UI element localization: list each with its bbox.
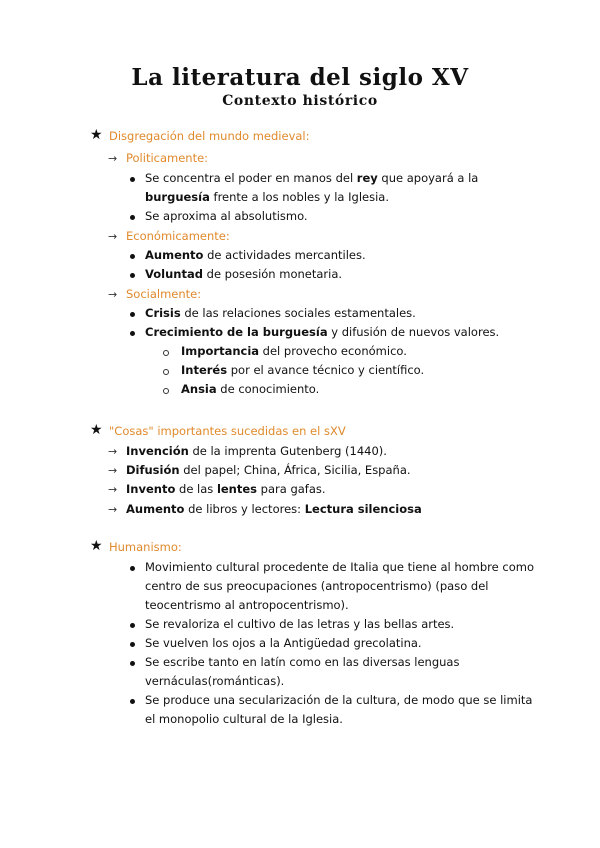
page-subtitle: Contexto histórico	[222, 93, 378, 109]
list-item	[126, 484, 326, 496]
text: para gafas.	[257, 482, 326, 496]
text-bold: Voluntad	[145, 267, 203, 281]
list-item	[145, 269, 342, 281]
list-item	[126, 446, 387, 458]
list-item-continuation	[145, 192, 389, 204]
arrow-icon: →	[108, 152, 118, 165]
circle-bullet-icon	[163, 369, 169, 375]
text-bold: Difusión	[126, 463, 180, 477]
list-item-continuation: el monopolio cultural de la Iglesia.	[145, 712, 343, 726]
bullet-icon	[130, 312, 135, 317]
text: de conocimiento.	[216, 382, 320, 396]
subheading-socialmente: Socialmente:	[126, 287, 202, 301]
text-bold: Crisis	[145, 306, 181, 320]
arrow-icon: →	[108, 503, 118, 516]
bullet-icon	[130, 699, 135, 704]
bullet-icon	[130, 661, 135, 666]
bullet-icon	[130, 177, 135, 182]
bullet-icon	[130, 331, 135, 336]
list-item	[145, 250, 366, 262]
section-heading-disgregacion: Disgregación del mundo medieval:	[109, 129, 310, 143]
section-heading-cosas: "Cosas" importantes sucedidas en el sXV	[109, 424, 346, 438]
sublist-item	[181, 365, 424, 377]
text: del papel; China, África, Sicilia, España.	[179, 463, 411, 477]
arrow-icon: →	[108, 288, 118, 301]
circle-bullet-icon	[163, 350, 169, 356]
text: Se concentra el poder en manos del	[145, 171, 357, 185]
sublist-item	[181, 346, 407, 358]
text-bold: Lectura silenciosa	[304, 502, 422, 516]
list-item: Se produce una secularización de la cultura, de modo que se limita	[145, 693, 533, 707]
list-item: Movimiento cultural procedente de Italia que tiene al hombre como	[145, 560, 534, 574]
text: del provecho económico.	[259, 344, 407, 358]
bullet-icon	[130, 273, 135, 278]
text: por el avance técnico y científico.	[227, 363, 425, 377]
text: frente a los nobles y la Iglesia.	[209, 190, 389, 204]
text: de la imprenta Gutenberg (1440).	[188, 444, 387, 458]
list-item	[126, 465, 411, 477]
text: de las	[175, 482, 217, 496]
text: que apoyará a la	[377, 171, 479, 185]
list-item-continuation: centro de sus preocupaciones (antropocentrismo) (paso del	[145, 579, 489, 593]
text-bold: Interés	[181, 363, 228, 377]
section-heading-humanismo: Humanismo:	[109, 540, 182, 554]
text-bold: rey	[356, 171, 378, 185]
text-bold: Invento	[126, 482, 176, 496]
arrow-icon: →	[108, 483, 118, 496]
circle-bullet-icon	[163, 388, 169, 394]
text-bold: Aumento	[145, 248, 204, 262]
list-item: Se revaloriza el cultivo de las letras y las bellas artes.	[145, 617, 455, 631]
list-item	[145, 308, 416, 320]
text-bold: Importancia	[181, 344, 260, 358]
bullet-icon	[130, 642, 135, 647]
arrow-icon: →	[108, 445, 118, 458]
text: de libros y lectores:	[184, 502, 305, 516]
star-icon: ★	[90, 422, 103, 438]
list-item	[145, 327, 499, 339]
text: de las relaciones sociales estamentales.	[180, 306, 416, 320]
text-bold: Crecimiento de la burguesía	[145, 325, 328, 339]
subheading-politicamente: Politicamente:	[126, 151, 209, 165]
list-item: Se vuelven los ojos a la Antigüedad grecolatina.	[145, 636, 422, 650]
text: y difusión de nuevos valores.	[327, 325, 500, 339]
list-item: Se escribe tanto en latín como en las diversas lenguas	[145, 655, 460, 669]
text: de actividades mercantiles.	[203, 248, 366, 262]
text-bold: burguesía	[145, 190, 210, 204]
bullet-icon	[130, 623, 135, 628]
arrow-icon: →	[108, 230, 118, 243]
text: de posesión monetaria.	[202, 267, 343, 281]
text-bold: Ansia	[181, 382, 217, 396]
arrow-icon: →	[108, 464, 118, 477]
subheading-economicamente: Económicamente:	[126, 229, 230, 243]
bullet-icon	[130, 566, 135, 571]
bullet-icon	[130, 215, 135, 220]
text-bold: Aumento	[126, 502, 185, 516]
list-item	[145, 173, 478, 185]
star-icon: ★	[90, 538, 103, 554]
list-item-continuation: teocentrismo al antropocentrismo).	[145, 598, 349, 612]
page-title: La literatura del siglo XV	[131, 64, 469, 91]
list-item-continuation: vernáculas(románticas).	[145, 674, 285, 688]
bullet-icon	[130, 254, 135, 259]
list-item: Se aproxima al absolutismo.	[145, 209, 308, 223]
star-icon: ★	[90, 127, 103, 143]
list-item	[126, 504, 422, 516]
text-bold: Invención	[126, 444, 189, 458]
text-bold: lentes	[216, 482, 258, 496]
sublist-item	[181, 384, 319, 396]
